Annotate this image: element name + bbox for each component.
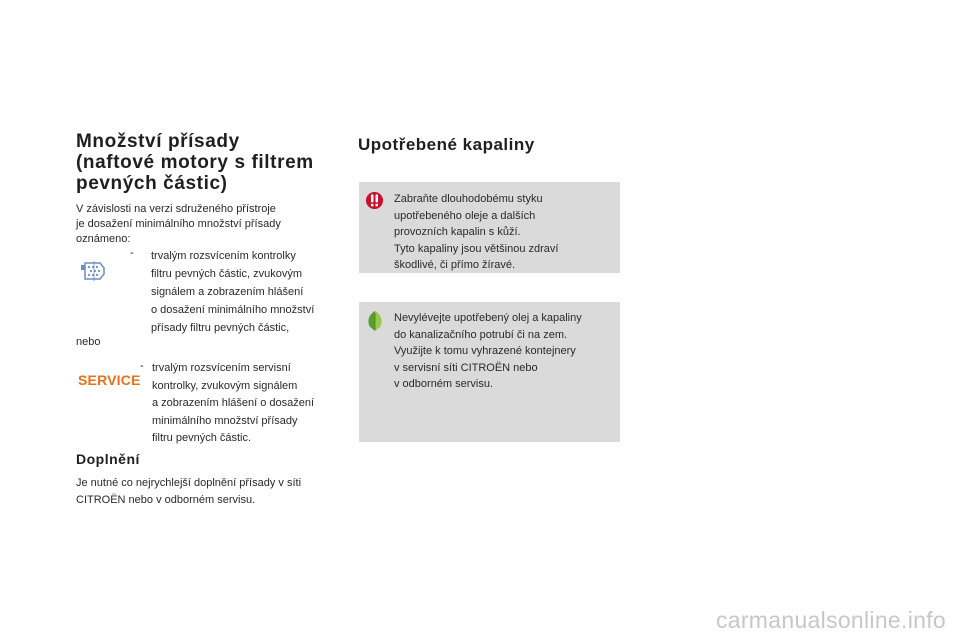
watermark: carmanualsonline.info <box>715 607 946 633</box>
list-item <box>151 247 341 337</box>
item-line: trvalým rozsvícením kontrolky <box>151 250 296 262</box>
item-line: signálem a zobrazením hlášení <box>151 286 304 298</box>
intro-line: je dosažení minimálního množství přísady <box>76 218 281 230</box>
warning-exclamation-icon <box>365 191 384 215</box>
warning-line: škodlivé, či přímo žíravé. <box>394 259 516 271</box>
warning-line: upotřebeného oleje a dalších <box>394 209 536 222</box>
or-text: nebo <box>76 336 101 348</box>
eco-line: v odborném servisu. <box>394 378 494 390</box>
warning-line: provozních kapalin s kůží. <box>394 226 521 238</box>
eco-line: Nevylévejte upotřebený olej a kapaliny <box>394 312 582 324</box>
title-line: Množství přísady <box>76 131 240 152</box>
item-line: kontrolky, zvukovým signálem <box>152 379 298 392</box>
eco-leaf-icon <box>365 310 385 337</box>
section-title: Upotřebené kapaliny <box>358 135 535 154</box>
eco-line: Využijte k tomu vyhrazené kontejnery <box>394 345 576 357</box>
page-title <box>76 131 336 194</box>
service-icon-text: SERVICE <box>78 372 141 388</box>
refill-paragraph <box>76 475 346 509</box>
list-item <box>152 360 342 448</box>
eco-line: do kanalizačního potrubí či na zem. <box>394 328 568 341</box>
item-line: filtru pevných částic. <box>152 432 252 445</box>
warning-line: Tyto kapaliny jsou většinou zdraví <box>394 242 559 255</box>
warning-box <box>359 182 620 273</box>
eco-line: v servisní síti CITROËN nebo <box>394 361 538 374</box>
refill-line: Je nutné co nejrychlejší doplnění přísady v síti <box>76 477 302 489</box>
item-line: filtru pevných částic, zvukovým <box>151 268 302 280</box>
eco-box <box>359 302 620 442</box>
warning-line: Zabraňte dlouhodobému styku <box>394 193 543 205</box>
particle-filter-warning-icon <box>80 260 106 287</box>
eco-text <box>394 310 616 393</box>
list-dash: - <box>140 360 144 372</box>
list-dash: - <box>130 247 134 259</box>
item-line: a zobrazením hlášení o dosažení <box>152 397 315 410</box>
title-line: (naftové motory s filtrem <box>76 152 314 173</box>
refill-heading: Doplnění <box>76 451 140 467</box>
intro-line: V závislosti na verzi sdruženého přístroje <box>76 203 276 215</box>
warning-text <box>394 191 614 274</box>
intro-line: oznámeno: <box>76 233 131 245</box>
intro-paragraph <box>76 202 336 247</box>
item-line: o dosažení minimálního množství <box>151 304 315 316</box>
item-line: minimálního množství přísady <box>152 414 298 427</box>
service-warning-icon <box>78 372 141 390</box>
item-line: trvalým rozsvícením servisní <box>152 362 291 374</box>
item-line: přísady filtru pevných částic, <box>151 322 290 334</box>
refill-line: CITROËN nebo v odborném servisu. <box>76 494 256 506</box>
title-line: pevných částic) <box>76 173 228 194</box>
